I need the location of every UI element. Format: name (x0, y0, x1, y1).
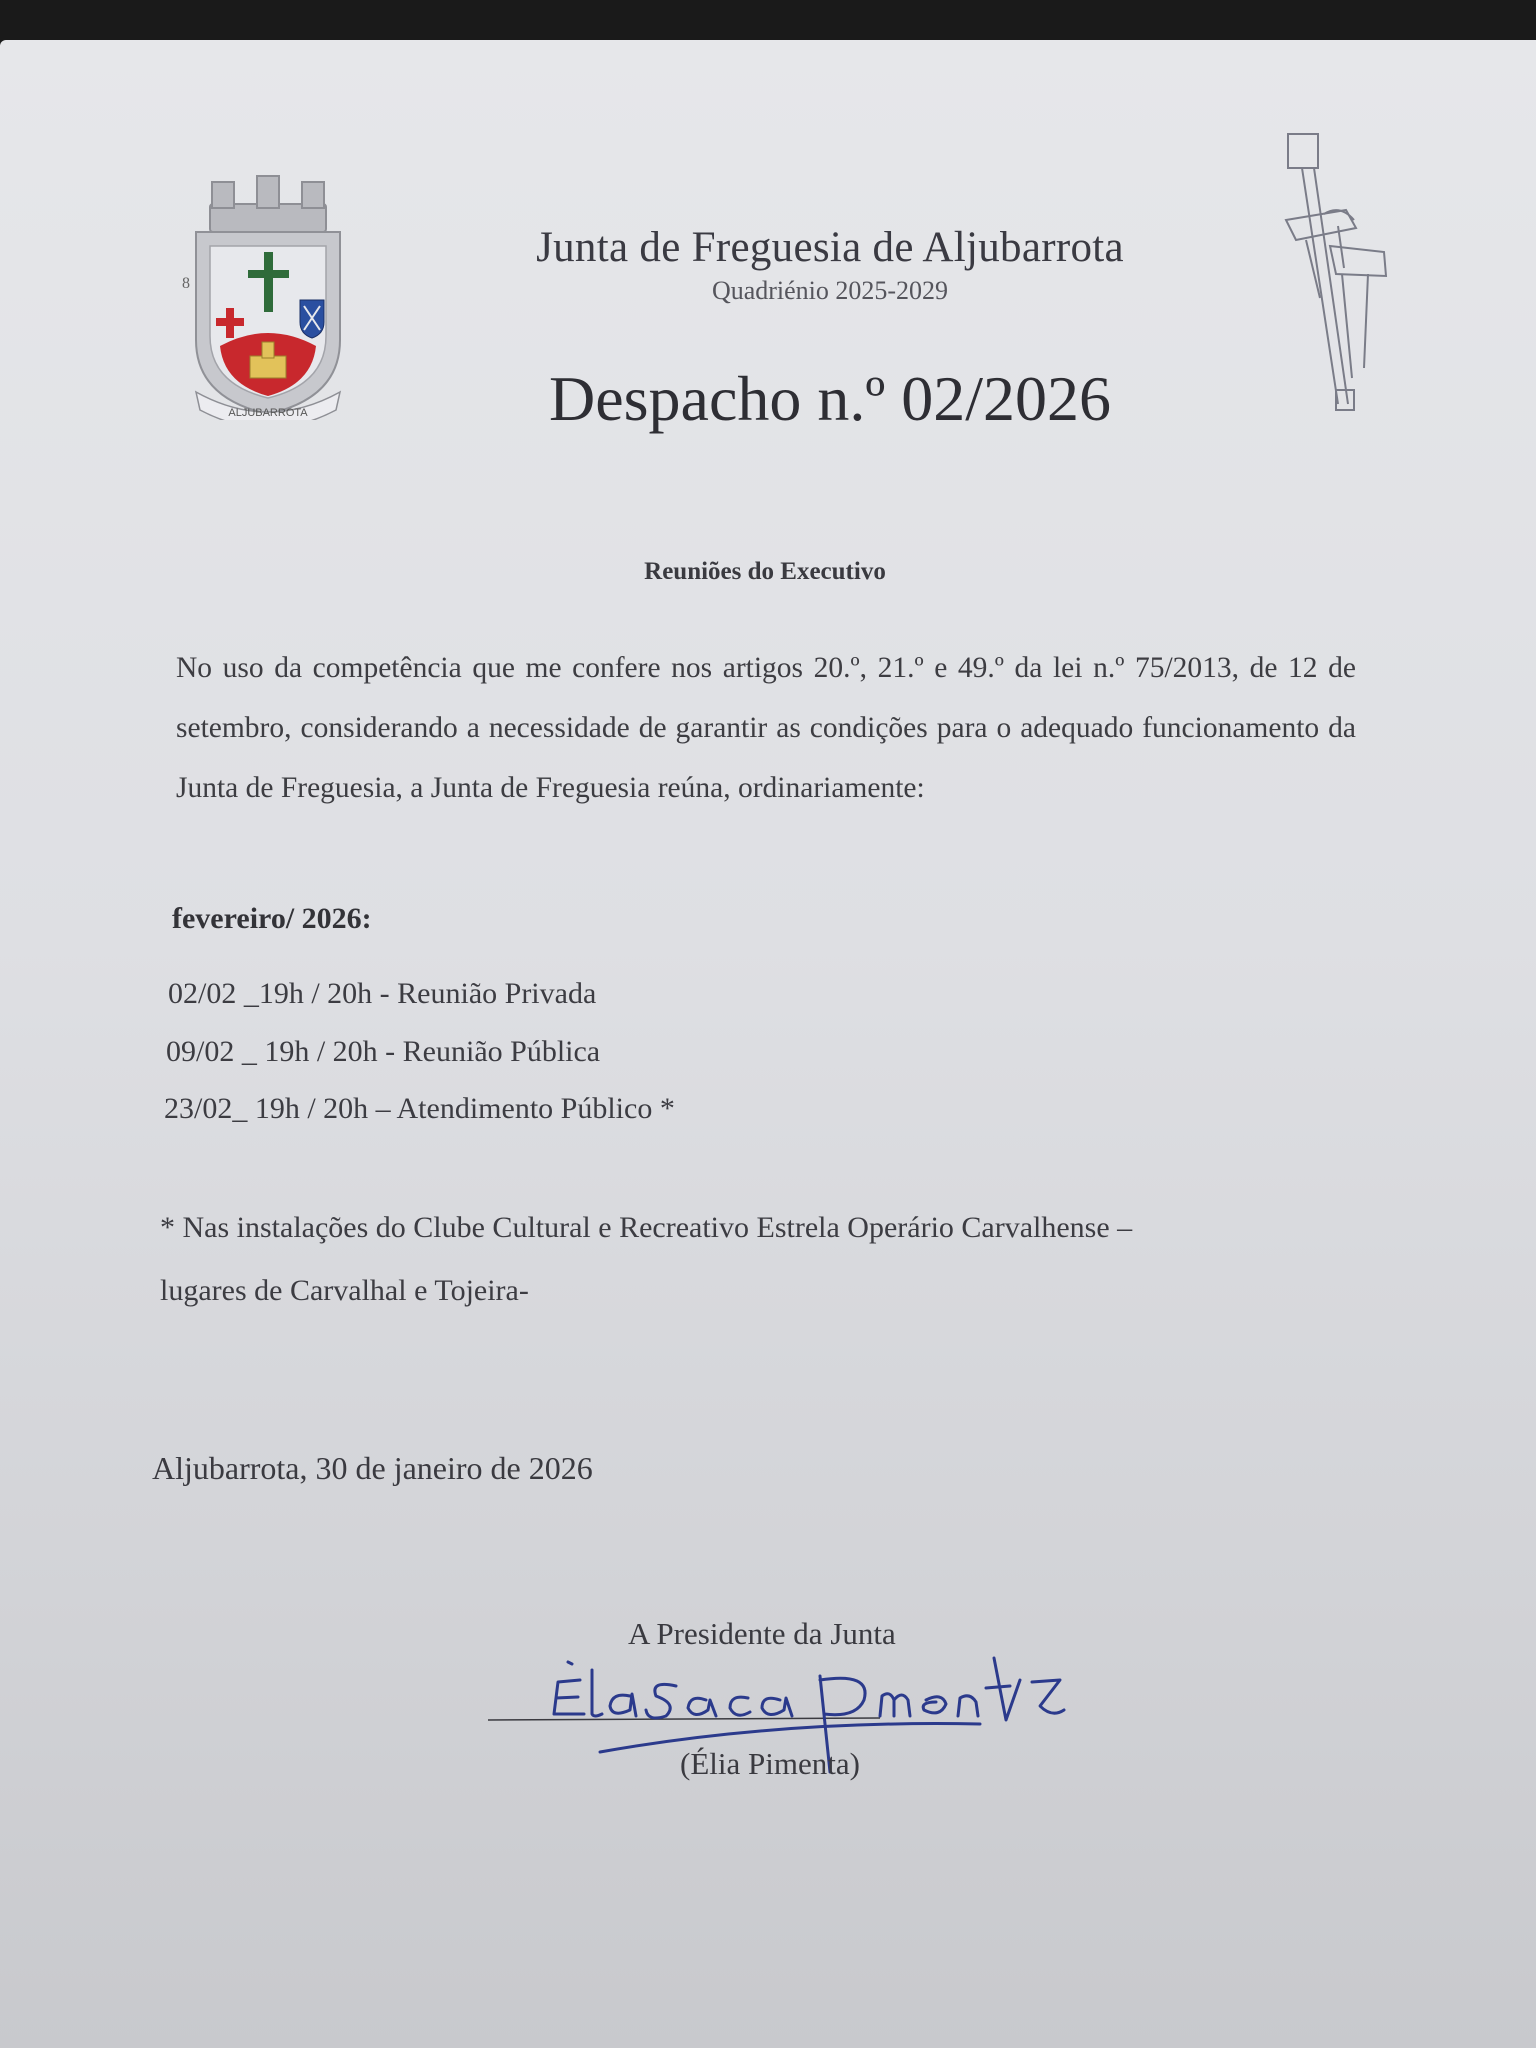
signatory-name: (Élia Pimenta) (680, 1746, 860, 1781)
body-paragraph: No uso da competência que me confere nos artigos 20.º, 21.º e 49.º da lei n.º 75/2013, de 12 de setembro, considerando a necessidade de garantir as condições para o adequado funcionamento da Junta de Freguesia, a Junta de Freguesia reúna, ordinariamente: (176, 652, 1356, 804)
place-date: Aljubarrota, 30 de janeiro de 2026 (152, 1450, 593, 1486)
crest-ribbon-text: ALJUBARROTA (228, 407, 308, 419)
organization-title: Junta de Freguesia de Aljubarrota (536, 224, 1124, 271)
subject-heading: Reuniões do Executivo (644, 558, 886, 585)
term-subtitle: Quadriénio 2025-2029 (711, 276, 949, 305)
document-page (0, 40, 1536, 2048)
schedule-item: 23/02_ 19h / 20h – Atendimento Público * (164, 1092, 675, 1125)
location-note-line: * Nas instalações do Clube Cultural e Recreativo Estrela Operário Carvalhense – (160, 1211, 1133, 1244)
coat-of-arms-icon (168, 170, 368, 420)
location-note (160, 1196, 1360, 1322)
month-heading: fevereiro/ 2026: (172, 902, 372, 935)
svg-text:8: 8 (182, 275, 190, 292)
schedule-item: 02/02 _19h / 20h - Reunião Privada (168, 977, 597, 1010)
schedule-item: 09/02 _ 19h / 20h - Reunião Pública (166, 1035, 601, 1068)
monument-sketch-icon (1280, 128, 1410, 413)
signatory-title: A Presidente da Junta (628, 1616, 896, 1651)
location-note-line: lugares de Carvalhal e Tojeira- (160, 1274, 529, 1307)
document-number: Despacho n.º 02/2026 (549, 363, 1111, 434)
